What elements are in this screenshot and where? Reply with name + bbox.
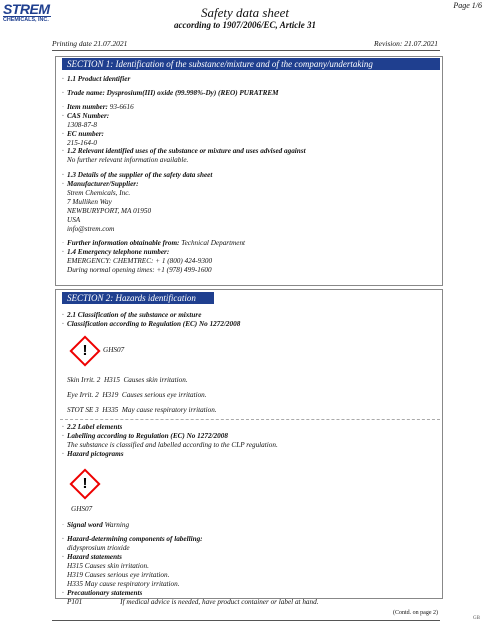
supplier-line: Strem Chemicals, Inc. (67, 189, 131, 197)
ghs-code: GHS07 (103, 346, 125, 354)
classification-regulation: · Classification according to Regulation (EC) No 1272/2008 (62, 320, 241, 328)
item-number: · Item number: 93-6616 (62, 103, 134, 111)
exclamation-pictogram-icon: ! (69, 468, 101, 500)
page-number: Page 1/6 (453, 1, 482, 10)
label-elements-heading: · 2.2 Label elements (62, 423, 123, 431)
precautionary-statement: P101 If medical advice is needed, have product container or label at hand. (67, 598, 319, 606)
supplier-line: USA (67, 216, 81, 224)
supplier-heading: · 1.3 Details of the supplier of the safety data sheet (62, 171, 213, 179)
hazard-statement: H315 Causes skin irritation. (67, 562, 149, 570)
section-2-title: SECTION 2: Hazards identification (62, 292, 214, 304)
supplier-label: · Manufacturer/Supplier: (62, 180, 139, 188)
hazard-class-row: Skin Irrit. 2 H315 Causes skin irritation. (67, 376, 188, 384)
pictogram-code: GHS07 (71, 505, 93, 513)
precautionary-label: · Precautionary statements (62, 589, 143, 597)
hazard-pictograms-label: · Hazard pictograms (62, 450, 124, 458)
header-rule (52, 50, 440, 51)
supplier-email[interactable]: info@strem.com (67, 225, 115, 233)
supplier-line: NEWBURYPORT, MA 01950 (67, 207, 152, 215)
emergency-heading: · 1.4 Emergency telephone number: (62, 248, 170, 256)
cas-value: 1308-87-8 (67, 121, 97, 129)
product-identifier-heading: · 1.1 Product identifier (62, 75, 131, 83)
cas-label: · CAS Number: (62, 112, 110, 120)
determining-components-label: · Hazard-determining components of labelling: (62, 535, 203, 543)
hazard-statement: H335 May cause respiratory irritation. (67, 580, 180, 588)
revision-date: Revision: 21.07.2021 (374, 39, 438, 48)
hazard-class-row: Eye Irrit. 2 H319 Causes serious eye irritation. (67, 391, 207, 399)
logo-subtext: CHEMICALS, INC. (3, 17, 49, 23)
classification-heading: · 2.1 Classification of the substance or mixture (62, 311, 202, 319)
hazard-class-row: STOT SE 3 H335 May cause respiratory irritation. (67, 406, 217, 414)
document-title: Safety data sheet (200, 5, 290, 20)
labelling-regulation: · Labelling according to Regulation (EC) No 1272/2008 (62, 432, 228, 440)
logo-text: STREM (3, 1, 50, 17)
printing-date: Printing date 21.07.2021 (52, 39, 128, 48)
document-subtitle: according to 1907/2006/EC, Article 31 (174, 20, 316, 30)
ec-label: · EC number: (62, 130, 104, 138)
determining-components-value: didysprosium trioxide (67, 544, 130, 552)
labelling-text: The substance is classified and labelled according to the CLP regulation. (67, 441, 278, 449)
uses-heading: · 1.2 Relevant identified uses of the substance or mixture and uses advised against (62, 147, 306, 155)
warning-pictogram-icon: ! (69, 335, 101, 367)
supplier-line: 7 Mulliken Way (67, 198, 112, 206)
section-divider (60, 419, 440, 420)
uses-text: No further relevant information available. (67, 156, 189, 164)
trade-name: · Trade name: Dysprosium(III) oxide (99.998%-Dy) (REO) PURATREM (62, 89, 279, 97)
ec-value: 215-164-0 (67, 139, 97, 147)
language-tag: GB (473, 616, 480, 621)
footer-rule (52, 620, 440, 621)
continued-note: (Contd. on page 2) (393, 610, 438, 616)
opening-times: During normal opening times: +1 (978) 499-1600 (67, 266, 212, 274)
section-1-title: SECTION 1: Identification of the substance/mixture and of the company/undertaking (62, 58, 440, 70)
emergency-line: EMERGENCY: CHEMTREC: + 1 (800) 424-9300 (67, 257, 213, 265)
signal-word: · Signal word Warning (62, 521, 130, 529)
hazard-statement: H319 Causes serious eye irritation. (67, 571, 170, 579)
hazard-statements-label: · Hazard statements (62, 553, 122, 561)
further-information: · Further information obtainable from: Technical Department (62, 239, 246, 247)
